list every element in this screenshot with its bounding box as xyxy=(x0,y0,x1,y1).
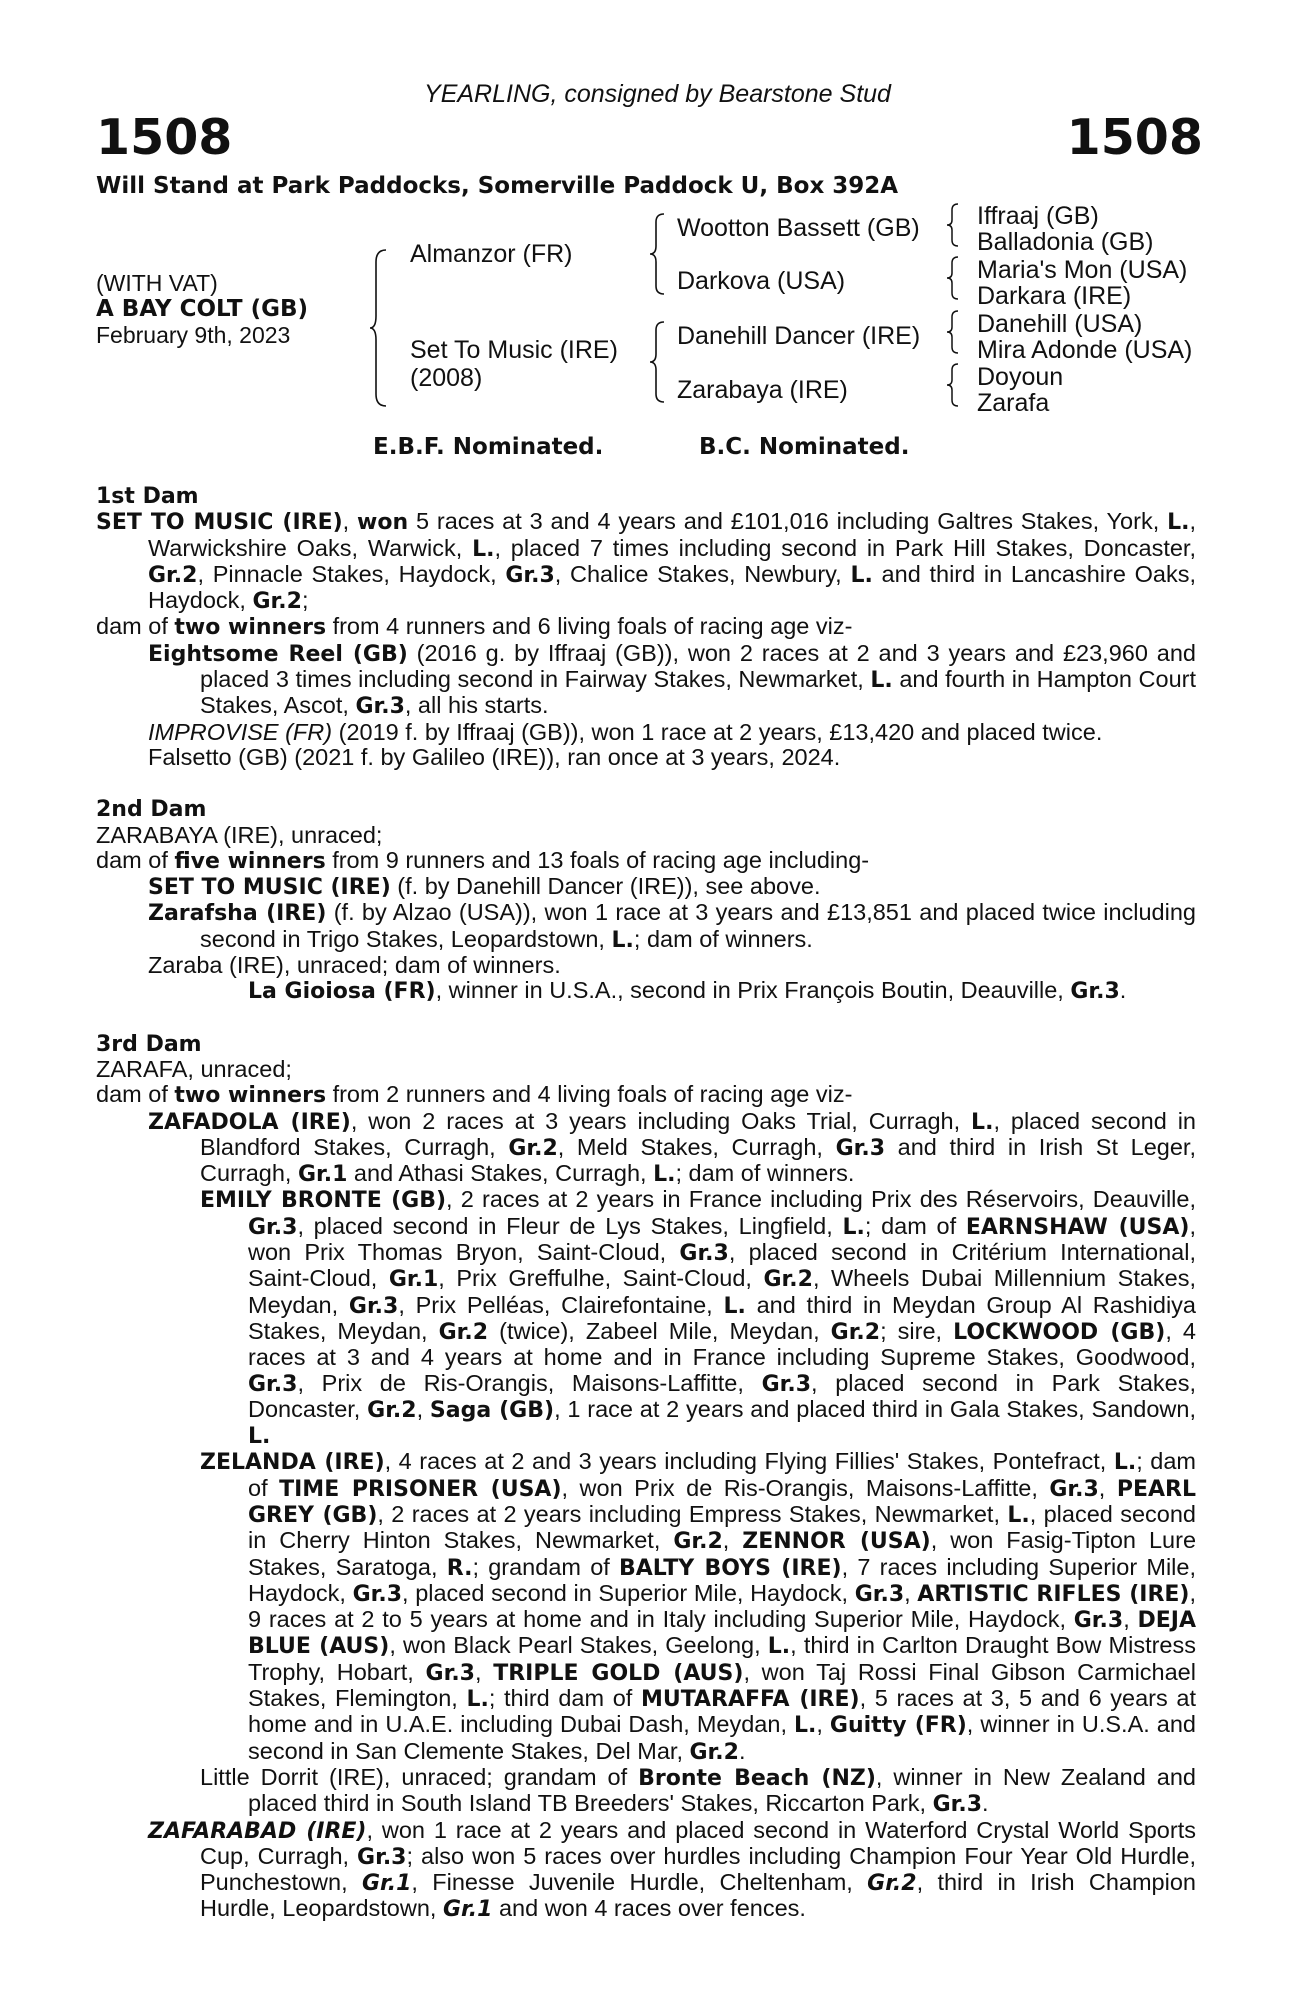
ebf-nominated: E.B.F. Nominated. xyxy=(373,434,604,460)
third-dam-produce-zafadola: ZAFADOLA (IRE), won 2 races at 3 years including Oaks Trial, Curragh, L., placed second in Blandford Stakes, Curragh, Gr.2, Meld Stakes, Curragh, Gr.3 and third in Irish St Leger, Curragh, Gr.1 and Athasi Stakes, Curragh, L.; dam of winners. xyxy=(148,1107,1196,1188)
second-dam-produce-2: Zarafsha (IRE) (f. by Alzao (USA)), won 1 race at 3 years and £13,851 and placed twice including second in Trigo Stakes, Leopardstown, L.; dam of winners. xyxy=(148,899,1196,953)
pedigree-dss: Danehill (USA) xyxy=(977,310,1143,338)
third-dam-name: ZARAFA, unraced; xyxy=(96,1055,292,1082)
pedigree-sire: Almanzor (FR) xyxy=(410,240,573,268)
first-dam-summary: SET TO MUSIC (IRE), won 5 races at 3 and 4 years and £101,016 including Galtres Stakes, York, L., Warwickshire Oaks, Warwick, L., placed 7 times including second in Park Hill Stakes, Doncaster, Gr.2, Pinnacle Stakes, Haydock, Gr.3, Chalice Stakes, Newbury, L. and third in Lancashire Oaks, Haydock, Gr.2; xyxy=(96,508,1196,615)
third-dam-produce-summary: dam of two winners from 2 runners and 4 living foals of racing age viz- xyxy=(96,1081,853,1109)
pedigree-brace-dd xyxy=(945,362,961,408)
pedigree-brace-ss xyxy=(945,202,961,248)
third-dam-grand-zelanda: ZELANDA (IRE), 4 races at 2 and 3 years including Flying Fillies' Stakes, Pontefract, L.; dam of TIME PRISONER (USA), won Prix de Ris-Orangis, Maisons-Laffitte, Gr.3, PEARL GREY (GB), 2 races at 2 years including Empress Stakes, Newmarket, L., placed second in Cherry Hinton Stakes, Newmarket, Gr.2, ZENNOR (USA), won Fasig-Tipton Lure Stakes, Saratoga, R.; grandam of BALTY BOYS (IRE), 7 races including Superior Mile, Haydock, Gr.3, placed second in Superior Mile, Haydock, Gr.3, ARTISTIC RIFLES (IRE), 9 races at 2 to 5 years at home and in Italy including Superior Mile, Haydock, Gr.3, DEJA BLUE (AUS), won Black Pearl Stakes, Geelong, L., third in Carlton Draught Bow Mistress Trophy, Hobart, Gr.3, TRIPLE GOLD (AUS), won Taj Rossi Final Gibson Carmichael Stakes, Flemington, L.; third dam of MUTARAFFA (IRE), 5 races at 3, 5 and 6 years at home and in U.A.E. including Dubai Dash, Meydan, L., Guitty (FR), winner in U.S.A. and second in San Clemente Stakes, Del Mar, Gr.2. xyxy=(200,1448,1197,1765)
first-dam-produce-2: IMPROVISE (FR) (2019 f. by Iffraaj (GB)), won 1 race at 2 years, £13,420 and placed twice. xyxy=(148,718,1103,745)
catalogue-notes xyxy=(96,483,1196,1923)
pedigree-sds: Maria's Mon (USA) xyxy=(977,256,1188,284)
third-dam-grand-little-dorrit: Little Dorrit (IRE), unraced; grandam of Bronte Beach (NZ), winner in New Zealand and placed third in South Island TB Breeders' Stakes, Riccarton Park, Gr.3. xyxy=(200,1763,1196,1818)
lot-number-left: 1508 xyxy=(96,109,233,166)
pedigree-sdd: Darkara (IRE) xyxy=(977,282,1132,310)
pedigree-ddd: Zarafa xyxy=(977,389,1050,417)
consignment-line: YEARLING, consigned by Bearstone Stud xyxy=(424,80,891,108)
stabling-line: Will Stand at Park Paddocks, Somerville Paddock U, Box 392A xyxy=(96,173,899,199)
third-dam-grand-emily-bronte: EMILY BRONTE (GB), 2 races at 2 years in France including Prix des Réservoirs, Deauville, Gr.3, placed second in Fleur de Lys Stakes, Lingfield, L.; dam of EARNSHAW (USA), won Prix Thomas Bryon, Saint-Cloud, Gr.3, placed second in Critérium International, Saint-Cloud, Gr.1, Prix Greffulhe, Saint-Cloud, Gr.2, Wheels Dubai Millennium Stakes, Meydan, Gr.3, Prix Pelléas, Clairefontaine, L. and third in Meydan Group Al Rashidiya Stakes, Meydan, Gr.2 (twice), Zabeel Mile, Meydan, Gr.2; sire, LOCKWOOD (GB), 4 races at 3 and 4 years at home and in France including Supreme Stakes, Goodwood, Gr.3, Prix de Ris-Orangis, Maisons-Laffitte, Gr.3, placed second in Park Stakes, Doncaster, Gr.2, Saga (GB), 1 race at 2 years and placed third in Gala Stakes, Sandown, L. xyxy=(200,1186,1197,1450)
vat-label: (WITH VAT) xyxy=(96,270,218,296)
second-dam-name: ZARABAYA (IRE), unraced; xyxy=(96,821,383,848)
first-dam-produce-1: Eightsome Reel (GB) (2016 g. by Iffraaj (GB)), won 2 races at 2 and 3 years and £23,960 and placed 3 times including second in Fairway Stakes, Newmarket, L. and fourth in Hampton Court Stakes, Ascot, Gr.3, all his starts. xyxy=(148,639,1196,720)
horse-name: A BAY COLT (GB) xyxy=(96,296,309,322)
pedigree-brace-sire xyxy=(648,212,668,296)
bc-nominated: B.C. Nominated. xyxy=(699,434,910,460)
first-dam-heading: 1st Dam xyxy=(96,484,199,509)
pedigree-brace-sd xyxy=(945,255,961,301)
first-dam-produce-summary: dam of two winners from 4 runners and 6 living foals of racing age viz- xyxy=(96,613,853,641)
third-dam-heading: 3rd Dam xyxy=(96,1031,202,1057)
foaling-date: February 9th, 2023 xyxy=(96,322,291,348)
pedigree-dam-year: (2008) xyxy=(410,364,483,392)
pedigree-dam-sire: Danehill Dancer (IRE) xyxy=(677,322,921,350)
pedigree-brace-main xyxy=(368,248,392,408)
pedigree-dds: Doyoun xyxy=(977,363,1064,391)
pedigree-dam: Set To Music (IRE) xyxy=(410,336,618,364)
pedigree-sire-sire: Wootton Bassett (GB) xyxy=(677,214,920,242)
pedigree-dsd: Mira Adonde (USA) xyxy=(977,336,1193,364)
third-dam-produce-zafarabad: ZAFARABAD (IRE), won 1 race at 2 years and placed second in Waterford Crystal World Sports Cup, Curragh, Gr.3; also won 5 races over hurdles including Champion Four Year Old Hurdle, Punchestown, Gr.1, Finesse Juvenile Hurdle, Cheltenham, Gr.2, third in Irish Champion Hurdle, Leopardstown, Gr.1 and won 4 races over fences. xyxy=(148,1816,1196,1923)
pedigree-dam-dam: Zarabaya (IRE) xyxy=(677,376,848,404)
second-dam-produce-summary: dam of five winners from 9 runners and 13 foals of racing age including- xyxy=(96,846,870,874)
pedigree-brace-ds xyxy=(945,309,961,355)
lot-number-right: 1508 xyxy=(1066,109,1203,166)
pedigree-sss: Iffraaj (GB) xyxy=(977,202,1099,230)
pedigree-sire-dam: Darkova (USA) xyxy=(677,267,846,295)
second-dam-grand-produce-1: La Gioiosa (FR), winner in U.S.A., second in Prix François Boutin, Deauville, Gr.3. xyxy=(248,977,1127,1005)
first-dam-produce-3: Falsetto (GB) (2021 f. by Galileo (IRE)), ran once at 3 years, 2024. xyxy=(148,743,841,770)
pedigree-brace-dam xyxy=(648,320,668,404)
pedigree-ssd: Balladonia (GB) xyxy=(977,228,1154,256)
second-dam-produce-3: Zaraba (IRE), unraced; dam of winners. xyxy=(148,952,561,979)
second-dam-produce-1: SET TO MUSIC (IRE) (f. by Danehill Dancer (IRE)), see above. xyxy=(148,873,821,901)
second-dam-heading: 2nd Dam xyxy=(96,797,207,823)
